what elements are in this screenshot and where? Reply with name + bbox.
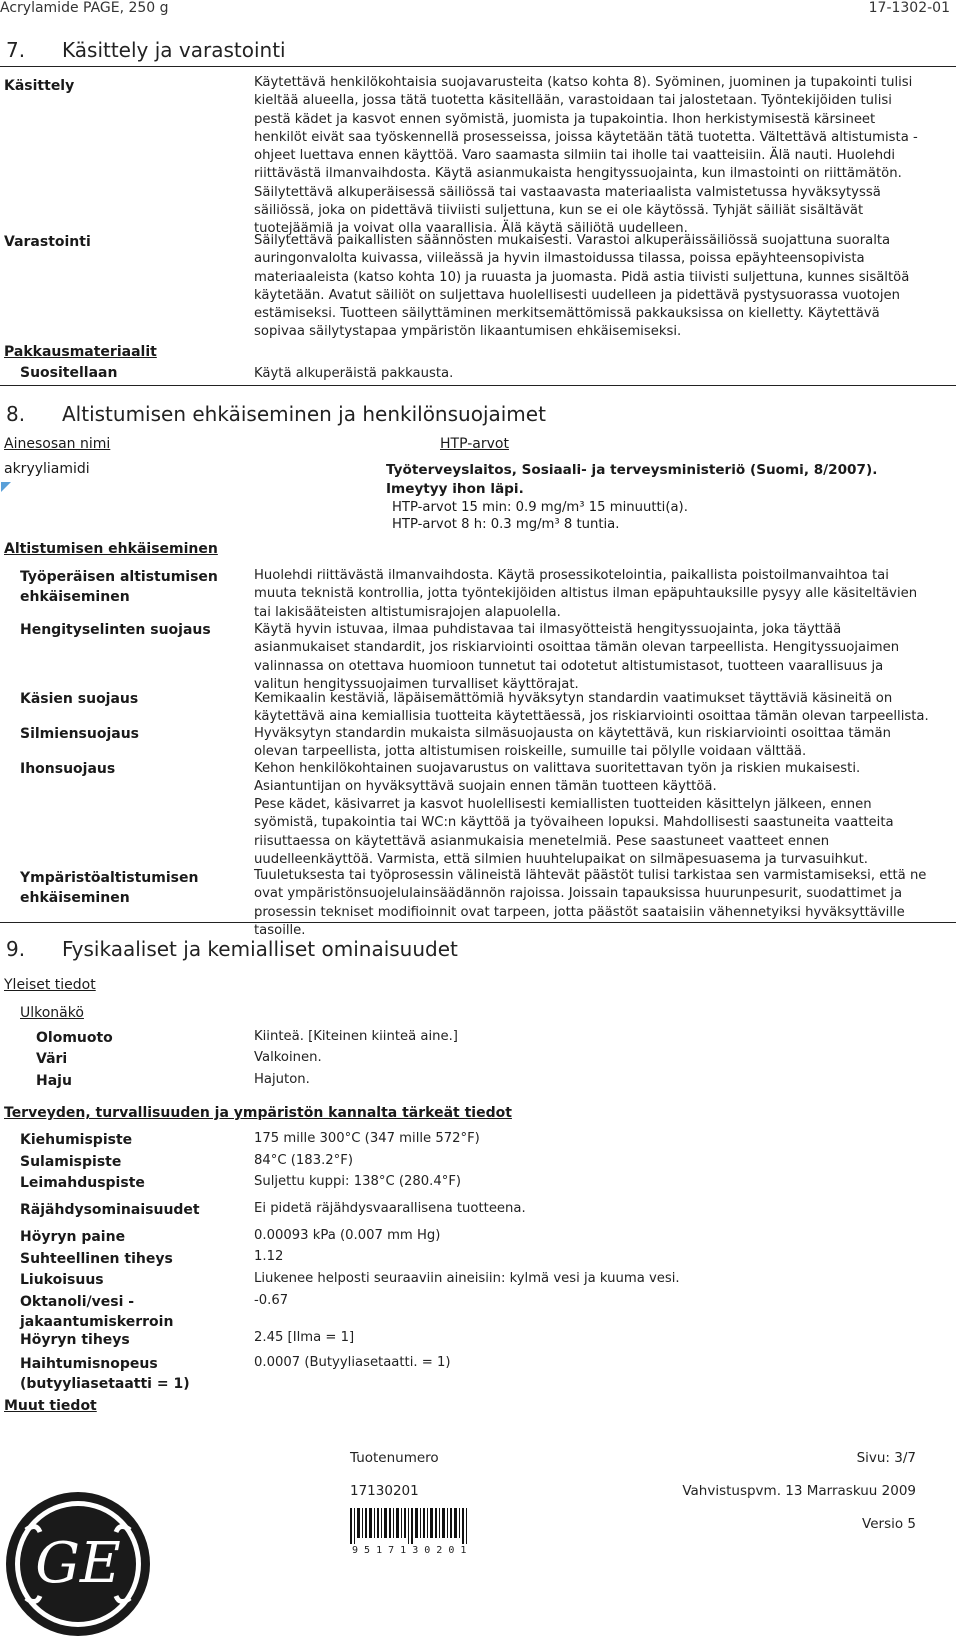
color-label: Väri [36, 1051, 68, 1067]
other-info-label: Muut tiedot [4, 1398, 97, 1414]
recommended-text: Käytä alkuperäistä pakkausta. [254, 366, 454, 381]
partition-coefficient-label: Oktanoli/vesi - jakaantumiskerroin [20, 1294, 174, 1330]
handling-text: Käytettävä henkilökohtaisia suojavarusteita (katso kohta 8). Syöminen, juominen ja tupakointi tulisi kieltää alueella, jossa tätä tuotetta käsitellään, varastoidaan tai jalostetaan. Työntekijöiden tulisi pestä kädet ja kasvot ennen syömistä, juomista ja tupakointia. Ihon herkistymisestä kärsineet henkilöt eivät saa työskennellä prosesseissa, joissa käytetään tätä tuotetta. Vältettävä altistumista - ohjeet luettava ennen käyttöä. Varo saamasta silmiin tai iholle tai vaatteisiin. Älä nauti. Huolehdi riittävästä ilmanvaihdosta. Käytä asianmukaista hengityssuojainta, kun ilmastointi on riittämätön. Säilytettävä alkuperäisessä säiliössä tai vastaavasta materiaalista valmistetussa hyväksytyssä säiliössä, joka on pidettävä tiiviisti suljettuna, kun se ei ole käytössä. Tyhjät säiliät sisältävät tuotejäämiä ja voivat olla vaarallisia. Älä käytä säiliötä uudelleen. [254, 75, 918, 237]
section-divider [0, 385, 956, 386]
eye-protection-text: Hyväksytyn standardin mukaista silmäsuojausta on käytettävä, kun riskiarviointi osoittaa tämän olevan tarpeellista, jotta altistumisen roiskeille, sumuille tai pölylle voidaan välttää. [254, 726, 891, 760]
htp-source: Työterveyslaitos, Sosiaali- ja terveysministeriö (Suomi, 8/2007). Imeytyy ihon läpi. [386, 462, 878, 497]
htp-column-header: HTP-arvot [440, 436, 509, 452]
relative-density-label: Suhteellinen tiheys [20, 1251, 173, 1267]
boiling-point-value: 175 mille 300°C (347 mille 572°F) [254, 1131, 480, 1146]
appearance-label: Ulkonäkö [20, 1005, 84, 1021]
ingredient-column-header: Ainesosan nimi [4, 436, 111, 452]
respiratory-label: Hengityselinten suojaus [20, 622, 211, 638]
flash-point-value: Suljettu kuppi: 138°C (280.4°F) [254, 1174, 462, 1189]
boiling-point-label: Kiehumispiste [20, 1132, 133, 1148]
htp-8h: HTP-arvot 8 h: 0.3 mg/m³ 8 tuntia. [392, 517, 620, 532]
storage-label: Varastointi [4, 234, 91, 250]
odor-value: Hajuton. [254, 1072, 310, 1087]
flash-point-label: Leimahduspiste [20, 1175, 145, 1191]
svg-text:GE: GE [35, 1531, 121, 1596]
vapor-density-label: Höyryn tiheys [20, 1332, 130, 1348]
explosive-label: Räjähdysominaisuudet [20, 1202, 200, 1218]
odor-label: Haju [36, 1073, 72, 1089]
environmental-label: Ympäristöaltistumisen ehkäiseminen [20, 870, 199, 906]
barcode [350, 1508, 470, 1544]
safety-info-label: Terveyden, turvallisuuden ja ympäristön kannalta tärkeät tiedot [4, 1105, 512, 1121]
environmental-text: Tuuletuksesta tai työprosessin välineistä lähtevät päästöt tulisi tarkistaa sen varmistamiseksi, että ne ovat ympäristönsuojelulainsäädännön rajoissa. Joissain tapauksissa huurunpesurit, suodattimet ja prosessin tekniset modifioinnit ovat tarpeen, jotta päästöt saataisiin vähennetyiksi hyväksyttäville tasoille. [254, 868, 927, 938]
section-divider [0, 66, 956, 67]
product-number: 17130201 [350, 1483, 419, 1499]
validation-date: Vahvistuspvm. 13 Marraskuu 2009 [682, 1483, 916, 1499]
product-code: 17-1302-01 [868, 0, 950, 16]
vapor-pressure-value: 0.00093 kPa (0.007 mm Hg) [254, 1228, 441, 1243]
explosive-value: Ei pidetä räjähdysvaarallisena tuotteena. [254, 1201, 526, 1216]
melting-point-value: 84°C (183.2°F) [254, 1153, 353, 1168]
ge-logo [4, 1490, 152, 1638]
respiratory-text: Käytä hyvin istuvaa, ilmaa puhdistavaa tai ilmasyötteistä hengityssuojainta, joka täyttää asianmukaiset standardit, jos riskiarviointi osoittaa tämän olevan tarpeellista. Hengityssuojaimen valinnassa on otettava huomioon tunnetut tai odotetut altistumistasot, tuotteen vaarallisuus ja valitun hengityssuojaimen turvalliset käyttörajat. [254, 622, 900, 692]
vapor-pressure-label: Höyryn paine [20, 1229, 126, 1245]
evaporation-rate-value: 0.0007 (Butyyliasetaatti. = 1) [254, 1355, 451, 1370]
solubility-label: Liukoisuus [20, 1272, 104, 1288]
section-9-title: 9. Fysikaaliset ja kemialliset ominaisuudet [6, 937, 458, 961]
vapor-density-value: 2.45 [Ilma = 1] [254, 1330, 355, 1345]
product-name: Acrylamide PAGE, 250 g [0, 0, 169, 16]
checkbox-icon [1, 482, 11, 492]
color-value: Valkoinen. [254, 1050, 322, 1065]
handling-label: Käsittely [4, 78, 75, 94]
version: Versio 5 [862, 1516, 916, 1532]
melting-point-label: Sulamispiste [20, 1154, 122, 1170]
section-7-title: 7. Käsittely ja varastointi [6, 38, 286, 62]
exposure-control-label: Altistumisen ehkäiseminen [4, 541, 218, 557]
product-number-label: Tuotenumero [350, 1450, 439, 1466]
ingredient-name: akryyliamidi [4, 461, 90, 477]
relative-density-value: 1.12 [254, 1249, 284, 1264]
form-value: Kiinteä. [Kiteinen kiinteä aine.] [254, 1029, 458, 1044]
skin-protection-text: Kehon henkilökohtainen suojavarustus on valittava suoritettavan työn ja riskien mukaisesti. Asiantuntijan on hyväksyttävä suojain ennen tämän tuotteen käyttöä. [254, 761, 861, 795]
form-label: Olomuoto [36, 1030, 113, 1046]
hand-protection-label: Käsien suojaus [20, 691, 139, 707]
packaging-label: Pakkausmateriaalit [4, 344, 157, 360]
section-divider [0, 922, 956, 923]
occupational-label: Työperäisen altistumisen ehkäiseminen [20, 569, 218, 605]
general-info-label: Yleiset tiedot [4, 977, 96, 993]
section-8-title: 8. Altistumisen ehkäiseminen ja henkilönsuojaimet [6, 402, 546, 426]
page-number: Sivu: 3/7 [856, 1450, 916, 1466]
evaporation-rate-label: Haihtumisnopeus (butyyliasetaatti = 1) [20, 1356, 190, 1392]
recommended-label: Suositellaan [20, 365, 118, 381]
washing-text: Pese kädet, käsivarret ja kasvot huolellisesti kemiallisten tuotteiden käsittelyn jälkeen, ennen syömistä, tupakointia tai WC:n käyttöä ja työvaiheen lopuksi. Mahdollisesti saastuneita vaatteita riisuttaessa on käytettävä asianmukaisia menetelmiä. Pese saastuneet vaatteet ennen uudelleenkäyttöä. Varmista, että silmien huuhtelupaikat on silmäpesuasema ja turvasuihkut. [254, 797, 894, 867]
partition-coefficient-value: -0.67 [254, 1293, 289, 1308]
htp-15min: HTP-arvot 15 min: 0.9 mg/m³ 15 minuutti(a). [392, 500, 688, 515]
barcode-digits: 9 5 1 7 1 3 0 2 0 1 [352, 1545, 467, 1556]
skin-protection-label: Ihonsuojaus [20, 761, 116, 777]
hand-protection-text: Kemikaalin kestäviä, läpäisemättömiä hyväksytyn standardin vaatimukset täyttäviä käsineitä on käytettävä aina kemiallisia tuotteita käytettäessä, jos riskiarviointi osoittaa tämän olevan tarpeellista. [254, 691, 929, 725]
occupational-text: Huolehdi riittävästä ilmanvaihdosta. Käytä prosessikotelointia, paikallista poistoilmanvaihtoa tai muuta teknistä kontrollia, jotta työntekijöiden altistus ilman epäpuhtauksille pysyy alle käsiteltävien tai lakisääteisten altistumisrajojen alapuolella. [254, 568, 918, 620]
solubility-value: Liukenee helposti seuraaviin aineisiin: kylmä vesi ja kuuma vesi. [254, 1271, 680, 1286]
storage-text: Säilytettävä paikallisten säännösten mukaisesti. Varastoi alkuperäissäiliössä suojattuna suoralta auringonvalolta kuivassa, viileässä ja hyvin ilmastoidussa tilassa, poissa epäyhteensopivista materiaaleista (katso kohta 10) ja ruuasta ja juomasta. Pidä astia tiivisti suljettuna, kunnes sisältöä käytetään. Avatut säiliöt on suljettava huolellisesti uudelleen ja pidettävä pystysuorassa vuotojen estämiseksi. Tuotteen säilyttäminen merkitsemättömissä pakkauksissa on kielletty. Käytettävä sopivaa säilytystapaa ympäristön likaantumisen ehkäisemiseksi. [254, 233, 910, 340]
eye-protection-label: Silmiensuojaus [20, 726, 139, 742]
